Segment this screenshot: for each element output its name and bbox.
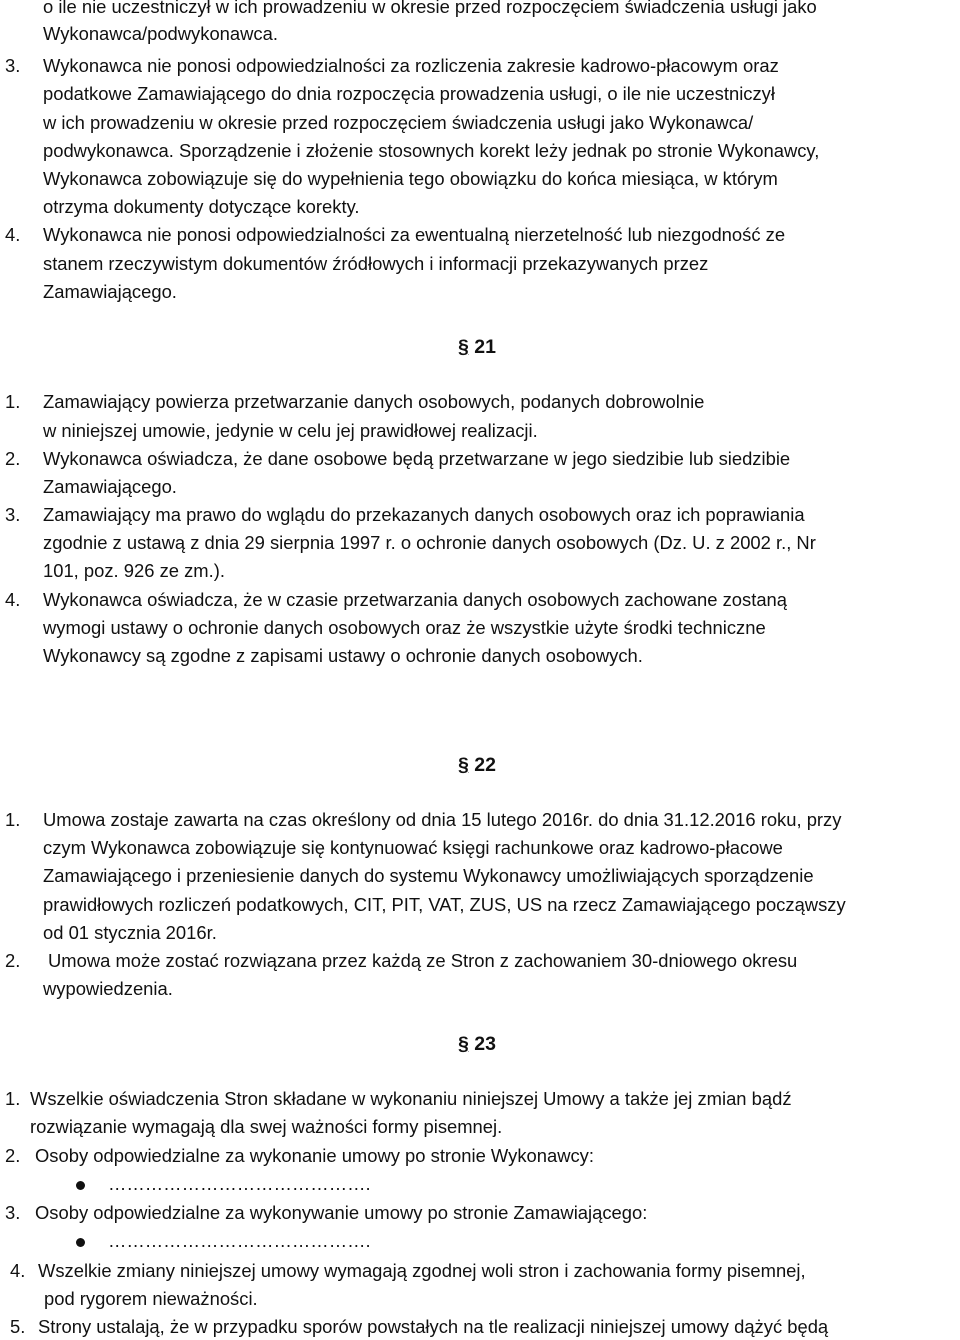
- sec22-item-1-line-1: Umowa zostaje zawarta na czas określony od dnia 15 lutego 2016r. do dnia 31.12.2016 roku, przy: [43, 809, 842, 830]
- item-3-line-5: Wykonawca zobowiązuje się do wypełnienia tego obowiązku do końca miesiąca, w którym: [43, 168, 778, 189]
- sec23-item-1-number: 1.: [5, 1088, 21, 1109]
- section-23-heading: [458, 1033, 496, 1055]
- item-3-number: 3.: [5, 55, 21, 76]
- sec23-item-1-line-2: rozwiązanie wymagają dla swej ważności formy pisemnej.: [30, 1116, 503, 1137]
- item-4-number: 4.: [5, 224, 21, 245]
- continuation-line-2: Wykonawca/podwykonawca.: [43, 23, 278, 44]
- item-3-line-3: w ich prowadzeniu w okresie przed rozpoczęciem świadczenia usługi jako Wykonawca/: [43, 112, 754, 133]
- bullet-icon: [76, 1181, 85, 1190]
- section-21-number: 21: [474, 336, 496, 358]
- item-4-line-2: stanem rzeczywistym dokumentów źródłowych i informacji przekazywanych przez: [43, 253, 709, 274]
- sec21-item-3-line-3: 101, poz. 926 ze zm.).: [43, 560, 225, 581]
- section-23-number: 23: [474, 1033, 496, 1055]
- sec21-item-2-number: 2.: [5, 448, 21, 469]
- sec23-item-2-blank: …………………………………….: [108, 1173, 371, 1194]
- sec21-item-4-line-2: wymogi ustawy o ochronie danych osobowych oraz że wszystkie użyte środki techniczne: [43, 617, 766, 638]
- sec22-item-2-line-1: Umowa może zostać rozwiązana przez każdą ze Stron z zachowaniem 30-dniowego okresu: [48, 950, 798, 971]
- sec23-item-4-line-2: pod rygorem nieważności.: [44, 1288, 258, 1309]
- sec23-item-3-number: 3.: [5, 1202, 21, 1223]
- item-4-line-3: Zamawiającego.: [43, 281, 177, 302]
- sec21-item-1-number: 1.: [5, 391, 21, 412]
- sec22-item-1-line-4: prawidłowych rozliczeń podatkowych, CIT, PIT, VAT, ZUS, US na rzecz Zamawiającego począwszy: [43, 894, 846, 915]
- continuation-line-1: o ile nie uczestniczył w ich prowadzeniu w okresie przed rozpoczęciem świadczenia usługi jako: [43, 0, 817, 17]
- section-22-heading: [458, 754, 496, 776]
- sec23-item-3-line-1: Osoby odpowiedzialne za wykonywanie umowy po stronie Zamawiającego:: [35, 1202, 648, 1223]
- sec23-item-1-line-1: Wszelkie oświadczenia Stron składane w wykonaniu niniejszej Umowy a także jej zmian bądź: [30, 1088, 792, 1109]
- sec21-item-4-line-1: Wykonawca oświadcza, że w czasie przetwarzania danych osobowych zachowane zostaną: [43, 589, 788, 610]
- item-3-line-2: podatkowe Zamawiającego do dnia rozpoczęcia prowadzenia usługi, o ile nie uczestniczył: [43, 83, 775, 104]
- sec22-item-1-line-2: czym Wykonawca zobowiązuje się kontynuować księgi rachunkowe oraz kadrowo-płacowe: [43, 837, 783, 858]
- sec22-item-1-line-5: od 01 stycznia 2016r.: [43, 922, 217, 943]
- sec21-item-3-number: 3.: [5, 504, 21, 525]
- item-3-line-6: otrzyma dokumenty dotyczące korekty.: [43, 196, 360, 217]
- sec21-item-2-line-2: Zamawiającego.: [43, 476, 177, 497]
- section-sign: §: [458, 336, 469, 358]
- sec23-item-5-number: 5.: [10, 1316, 26, 1337]
- section-sign: §: [458, 754, 469, 776]
- sec23-item-5-line-1: Strony ustalają, że w przypadku sporów powstałych na tle realizacji niniejszej umowy dążyć będą: [38, 1316, 829, 1337]
- sec22-item-1-number: 1.: [5, 809, 21, 830]
- section-21-heading: [458, 336, 496, 358]
- sec21-item-1-line-2: w niniejszej umowie, jedynie w celu jej prawidłowej realizacji.: [43, 420, 538, 441]
- sec21-item-3-line-1: Zamawiający ma prawo do wglądu do przekazanych danych osobowych oraz ich poprawiania: [43, 504, 805, 525]
- sec22-item-2-line-2: wypowiedzenia.: [43, 978, 173, 999]
- sec21-item-1-line-1: Zamawiający powierza przetwarzanie danych osobowych, podanych dobrowolnie: [43, 391, 705, 412]
- sec21-item-4-number: 4.: [5, 589, 21, 610]
- sec22-item-1-line-3: Zamawiającego i przeniesienie danych do systemu Wykonawcy umożliwiających sporządzenie: [43, 865, 814, 886]
- item-4-line-1: Wykonawca nie ponosi odpowiedzialności za ewentualną nierzetelność lub niezgodność ze: [43, 224, 786, 245]
- item-3-line-1: Wykonawca nie ponosi odpowiedzialności za rozliczenia zakresie kadrowo-płacowym oraz: [43, 55, 779, 76]
- bullet-icon: [76, 1238, 85, 1247]
- sec23-item-2-number: 2.: [5, 1145, 21, 1166]
- sec23-item-4-line-1: Wszelkie zmiany niniejszej umowy wymagają zgodnej woli stron i zachowania formy pisemnej,: [38, 1260, 806, 1281]
- sec21-item-3-line-2: zgodnie z ustawą z dnia 29 sierpnia 1997 r. o ochronie danych osobowych (Dz. U. z 2002 r., Nr: [43, 532, 816, 553]
- sec21-item-4-line-3: Wykonawcy są zgodne z zapisami ustawy o ochronie danych osobowych.: [43, 645, 643, 666]
- sec23-item-4-number: 4.: [10, 1260, 26, 1281]
- section-22-number: 22: [474, 754, 496, 776]
- item-3-line-4: podwykonawca. Sporządzenie i złożenie stosownych korekt leży jednak po stronie Wykonawcy,: [43, 140, 820, 161]
- section-sign: §: [458, 1033, 469, 1055]
- sec23-item-3-blank: …………………………………….: [108, 1230, 371, 1251]
- sec23-item-2-line-1: Osoby odpowiedzialne za wykonanie umowy po stronie Wykonawcy:: [35, 1145, 594, 1166]
- sec21-item-2-line-1: Wykonawca oświadcza, że dane osobowe będą przetwarzane w jego siedzibie lub siedzibie: [43, 448, 791, 469]
- sec22-item-2-number: 2.: [5, 950, 21, 971]
